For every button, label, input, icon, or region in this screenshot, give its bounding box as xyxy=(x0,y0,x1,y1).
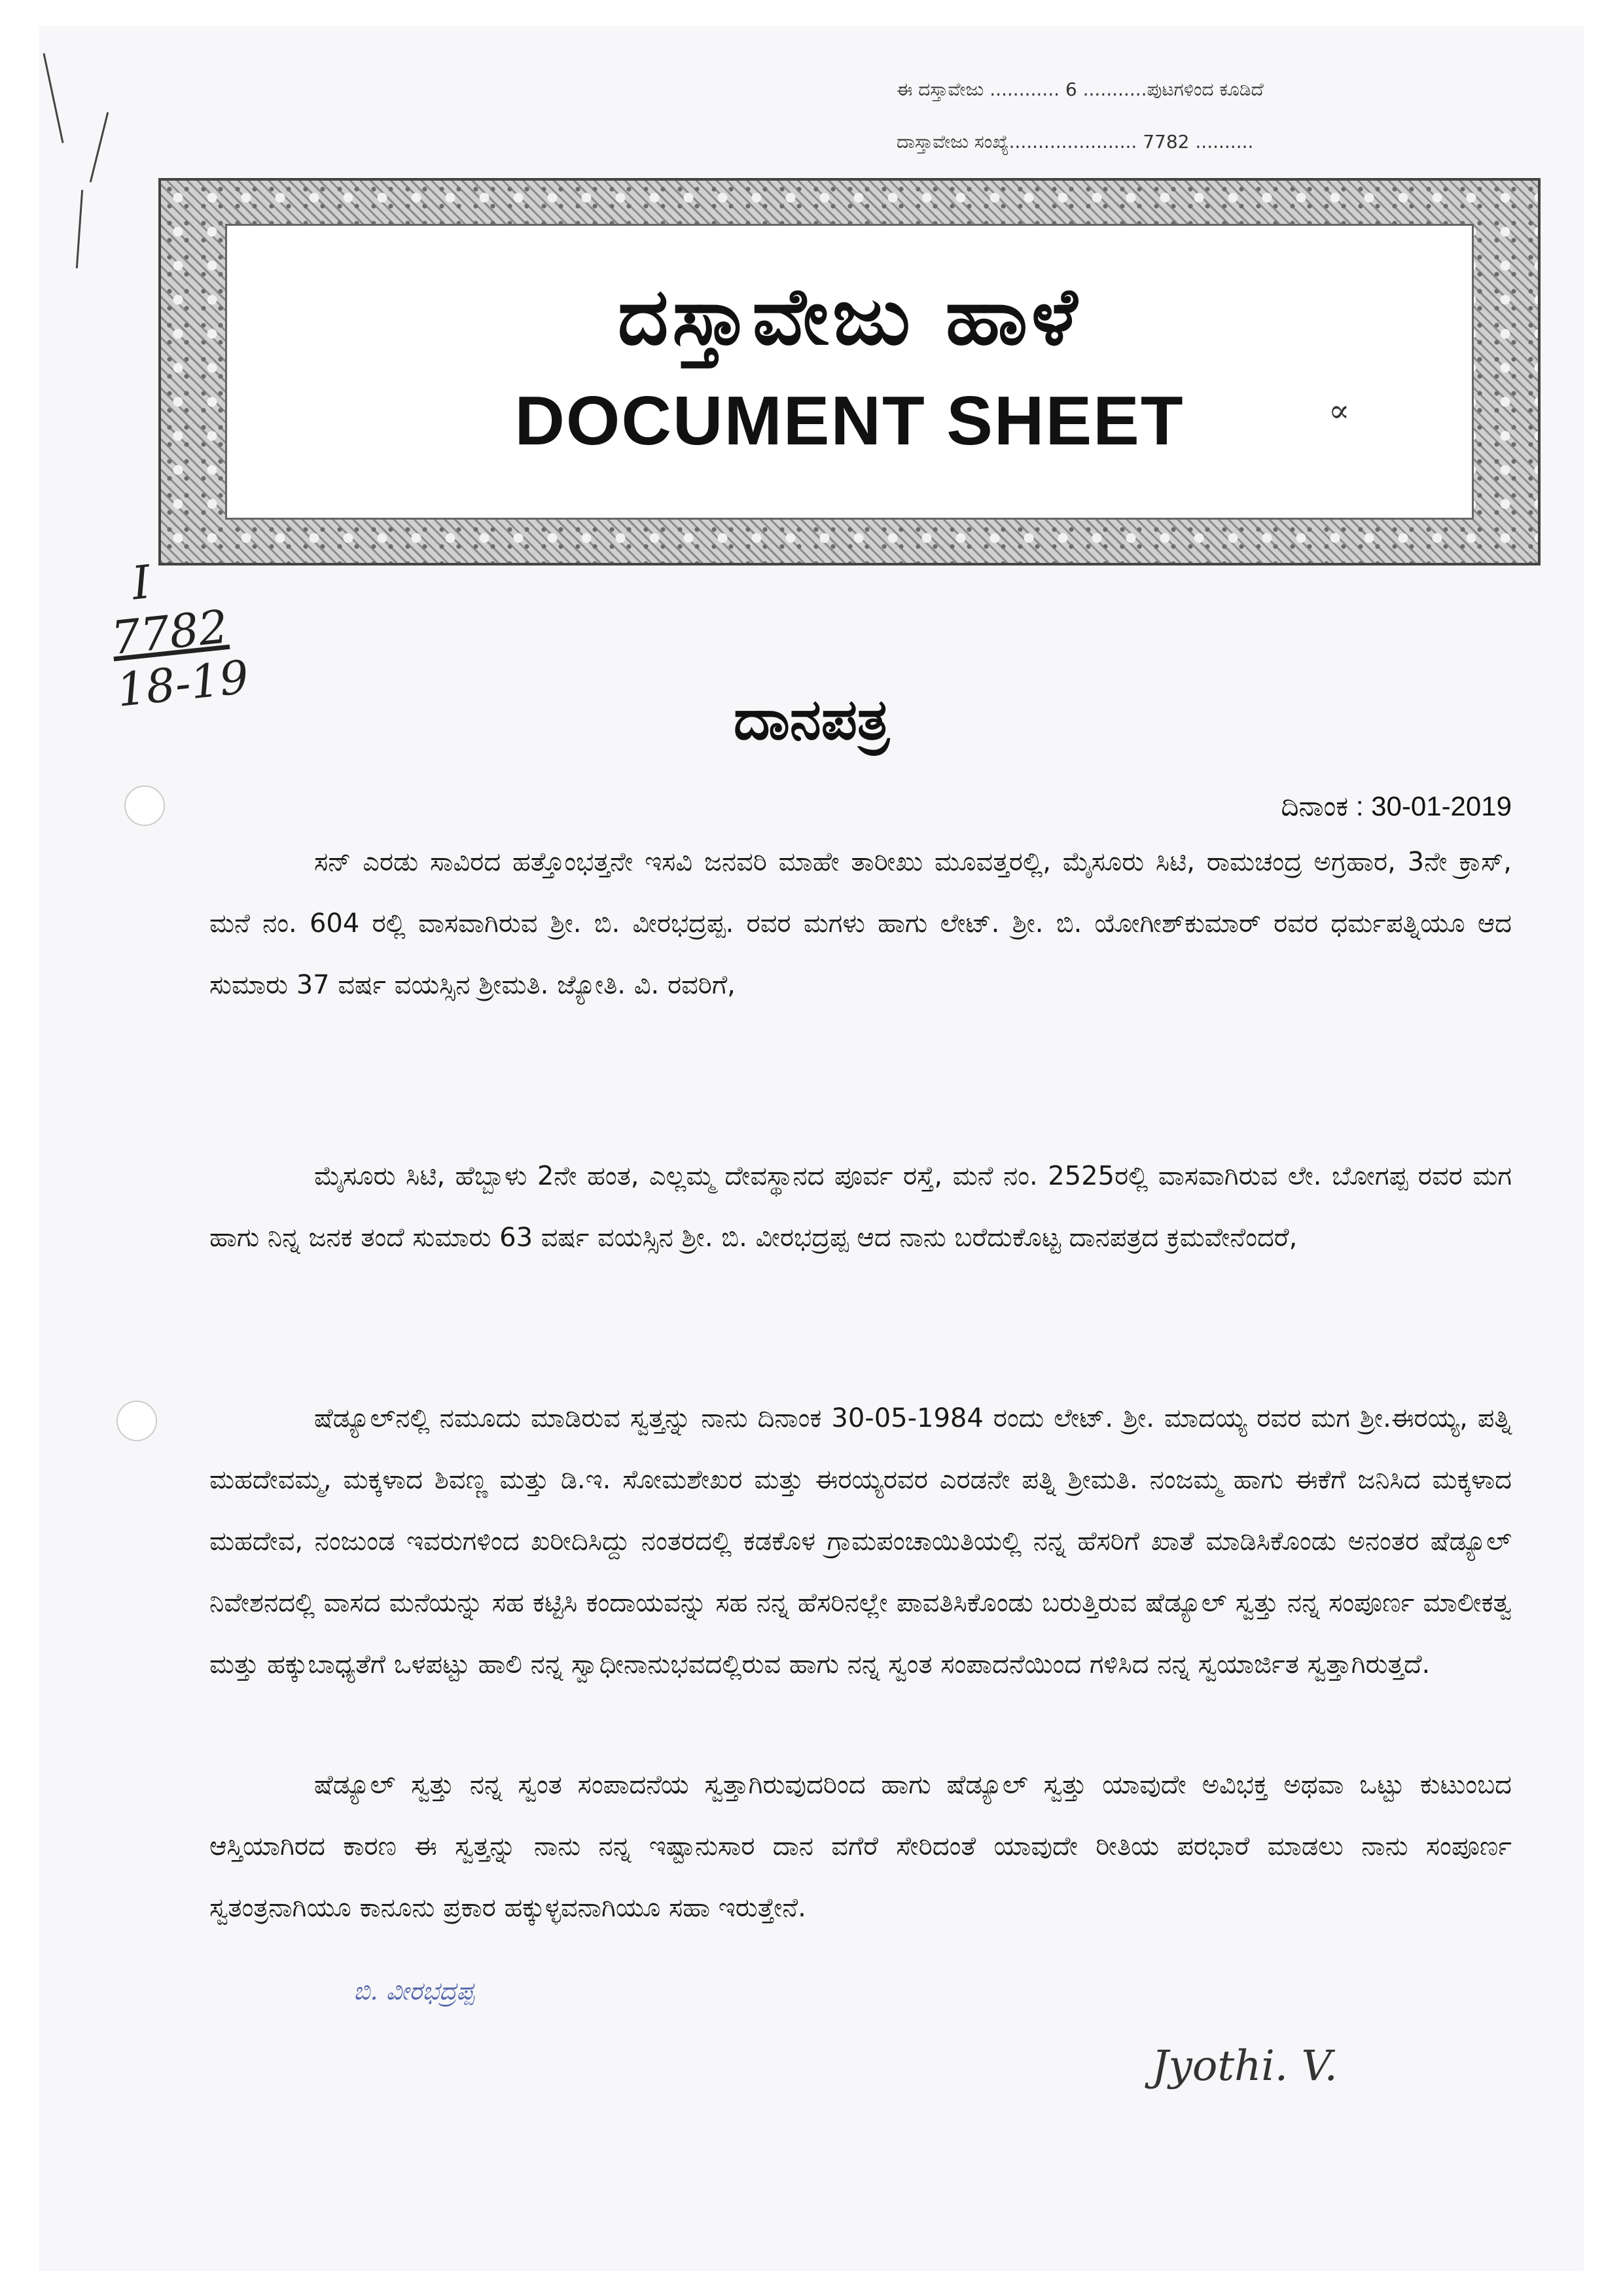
punch-hole xyxy=(124,785,165,826)
document-title: ದಾನಪತ್ರ xyxy=(733,687,890,753)
handwritten-mark: ∝ xyxy=(1329,393,1350,429)
body-paragraph: ಸನ್ ಎರಡು ಸಾವಿರದ ಹತ್ತೊಂಭತ್ತನೇ ಇಸವಿ ಜನವರಿ ಮಾಹೇ ತಾರೀಖು ಮೂವತ್ತರಲ್ಲಿ, ಮೈಸೂರು ಸಿಟಿ, ರಾಮಚಂದ್ರ ಅಗ್ರಹಾರ, 3ನೇ ಕ್ರಾಸ್, ಮನೆ ನಂ. 604 ರಲ್ಲಿ ವಾಸವಾಗಿರುವ ಶ್ರೀ. ಬಿ. ವೀರಭದ್ರಪ್ಪ. ರವರ ಮಗಳು ಹಾಗು ಲೇಟ್. ಶ್ರೀ. ಬಿ. ಯೋಗೀಶ್‌ಕುಮಾರ್ ರವರ ಧರ್ಮಪತ್ನಿಯೂ ಆದ ಸುಮಾರು 37 ವರ್ಷ ವಯಸ್ಸಿನ ಶ್ರೀಮತಿ. ಜ್ಯೋತಿ. ವಿ. ರವರಿಗೆ, xyxy=(209,847,1512,1000)
margin-mark xyxy=(76,190,83,268)
recipient-signature: Jyothi. V. xyxy=(1152,2042,1338,2090)
banner-title-english: DOCUMENT SHEET xyxy=(514,382,1185,459)
banner-panel xyxy=(225,224,1474,520)
stamp-document-number: ದಾಸ್ತಾವೇಜು ಸಂಖ್ಯೆ...................... 7782 .......... xyxy=(897,131,1254,152)
body-paragraph: ಷೆಡ್ಯೂಲ್‌ನಲ್ಲಿ ನಮೂದು ಮಾಡಿರುವ ಸ್ವತ್ತನ್ನು ನಾನು ದಿನಾಂಕ 30-05-1984 ರಂದು ಲೇಟ್. ಶ್ರೀ. ಮಾದಯ್ಯ ರವರ ಮಗ ಶ್ರೀ.ಈರಯ್ಯ, ಪತ್ನಿ ಮಹದೇವಮ್ಮ, ಮಕ್ಕಳಾದ ಶಿವಣ್ಣ ಮತ್ತು ಡಿ.ಇ. ಸೋಮಶೇಖರ ಮತ್ತು ಈರಯ್ಯರವರ ಎರಡನೇ ಪತ್ನಿ ಶ್ರೀಮತಿ. ನಂಜಮ್ಮ ಹಾಗು ಈಕೆಗೆ ಜನಿಸಿದ ಮಕ್ಕಳಾದ ಮಹದೇವ, ನಂಜುಂಡ ಇವರುಗಳಿಂದ ಖರೀದಿಸಿದ್ದು ನಂತರದಲ್ಲಿ ಕಡಕೊಳ ಗ್ರಾಮಪಂಚಾಯಿತಿಯಲ್ಲಿ ನನ್ನ ಹೆಸರಿಗೆ ಖಾತೆ ಮಾಡಿಸಿಕೊಂಡು ಅನಂತರ ಷೆಡ್ಯೂಲ್ ನಿವೇಶನದಲ್ಲಿ ವಾಸದ ಮನೆಯನ್ನು ಸಹ ಕಟ್ಟಿಸಿ ಕಂದಾಯವನ್ನು ಸಹ ನನ್ನ ಹೆಸರಿನಲ್ಲೇ ಪಾವತಿಸಿಕೊಂಡು ಬರುತ್ತಿರುವ ಷೆಡ್ಯೂಲ್ ಸ್ವತ್ತು ನನ್ನ ಸಂಪೂರ್ಣ ಮಾಲೀಕತ್ವ ಮತ್ತು ಹಕ್ಕುಬಾಧ್ಯತೆಗೆ ಒಳಪಟ್ಟು ಹಾಲಿ ನನ್ನ ಸ್ವಾಧೀನಾನುಭವದಲ್ಲಿರುವ ಹಾಗು ನನ್ನ ಸ್ವಂತ ಸಂಪಾದನೆಯಿಂದ ಗಳಿಸಿದ ನನ್ನ ಸ್ವಯಾರ್ಜಿತ ಸ್ವತ್ತಾಗಿರುತ್ತದೆ. xyxy=(209,1403,1512,1679)
body-paragraph: ಷೆಡ್ಯೂಲ್ ಸ್ವತ್ತು ನನ್ನ ಸ್ವಂತ ಸಂಪಾದನೆಯ ಸ್ವತ್ತಾಗಿರುವುದರಿಂದ ಹಾಗು ಷೆಡ್ಯೂಲ್ ಸ್ವತ್ತು ಯಾವುದೇ ಅವಿಭಕ್ತ ಅಥವಾ ಒಟ್ಟು ಕುಟುಂಬದ ಆಸ್ತಿಯಾಗಿರದ ಕಾರಣ ಈ ಸ್ವತ್ತನ್ನು ನಾನು ನನ್ನ ಇಷ್ಟಾನುಸಾರ ದಾನ ವಗೆರೆ ಸೇರಿದಂತೆ ಯಾವುದೇ ರೀತಿಯ ಪರಭಾರೆ ಮಾಡಲು ನಾನು ಸಂಪೂರ್ಣ ಸ್ವತಂತ್ರನಾಗಿಯೂ ಕಾನೂನು ಪ್ರಕಾರ ಹಕ್ಕುಳ್ಳವನಾಗಿಯೂ ಸಹಾ ಇರುತ್ತೇನೆ. xyxy=(209,1770,1512,1923)
stamp-page-count: ಈ ದಸ್ತಾವೇಜು ............ 6 ...........ಪುಟಗಳಿಂದ ಕೂಡಿದೆ xyxy=(897,79,1264,100)
document-page xyxy=(39,26,1584,2271)
margin-mark xyxy=(90,112,109,182)
margin-note-line: I xyxy=(129,555,153,611)
punch-hole xyxy=(116,1401,157,1441)
banner-title-kannada: ದಸ್ತಾವೇಜು ಹಾಳೆ xyxy=(617,272,1082,363)
document-date: ದಿನಾಂಕ : 30-01-2019 xyxy=(1281,791,1512,821)
margin-note-line: 7782 xyxy=(109,600,231,666)
document-sheet-banner xyxy=(158,178,1541,565)
margin-note-line: 18-19 xyxy=(114,650,251,717)
donor-signature: ಬಿ. ವೀರಭದ್ರಪ್ಪ xyxy=(353,1977,474,2005)
margin-mark xyxy=(43,53,63,143)
body-paragraph: ಮೈಸೂರು ಸಿಟಿ, ಹೆಬ್ಬಾಳು 2ನೇ ಹಂತ, ಎಲ್ಲಮ್ಮ ದೇವಸ್ಥಾನದ ಪೂರ್ವ ರಸ್ತೆ, ಮನೆ ನಂ. 2525ರಲ್ಲಿ ವಾಸವಾಗಿರುವ ಲೇ. ಬೋಗಪ್ಪ ರವರ ಮಗ ಹಾಗು ನಿನ್ನ ಜನಕ ತಂದೆ ಸುಮಾರು 63 ವರ್ಷ ವಯಸ್ಸಿನ ಶ್ರೀ. ಬಿ. ವೀರಭದ್ರಪ್ಪ ಆದ ನಾನು ಬರೆದುಕೊಟ್ಟ ದಾನಪತ್ರದ ಕ್ರಮವೇನೆಂದರೆ, xyxy=(209,1161,1512,1253)
